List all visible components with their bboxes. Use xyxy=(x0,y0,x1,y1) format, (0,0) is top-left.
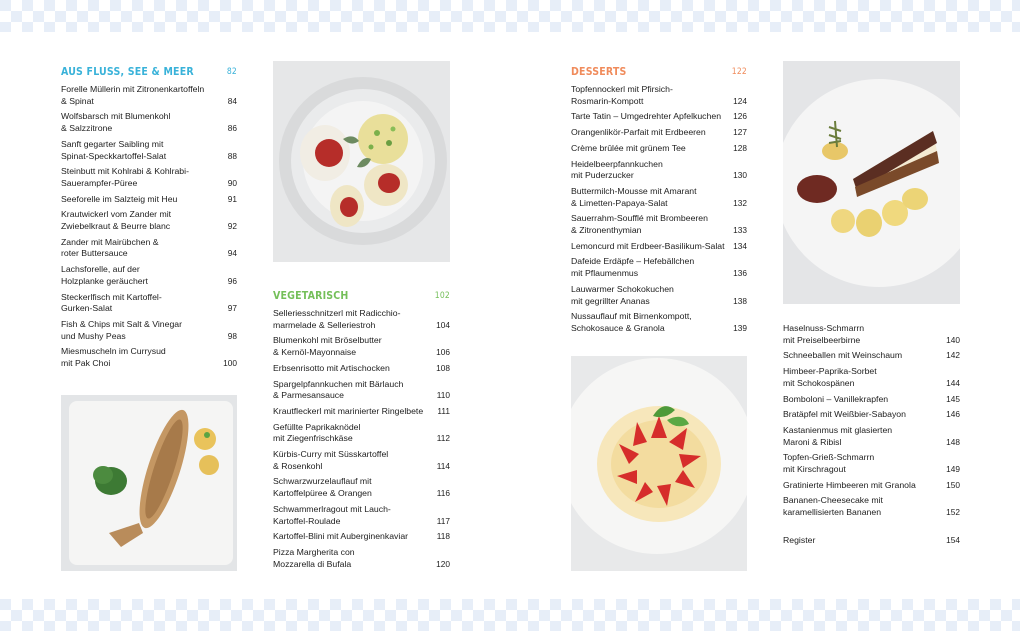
decorative-top-band xyxy=(0,0,1020,32)
toc-entry[interactable] xyxy=(61,264,237,287)
entry-title: Schneeballen mit Weinschaum xyxy=(783,350,903,361)
entry-title: Schwammerlragout mit Lauch- Kartoffel-Roulade xyxy=(273,503,391,526)
entry-title: Forelle Müllerin mit Zitronenkartoffeln & Spinat xyxy=(61,84,205,106)
entry-page-number: 98 xyxy=(227,330,237,341)
entry-page-number: 97 xyxy=(227,303,237,314)
toc-entry[interactable] xyxy=(571,159,747,182)
entry-page-number: 132 xyxy=(733,197,747,208)
toc-entry[interactable] xyxy=(571,127,747,139)
toc-entry[interactable] xyxy=(61,84,237,107)
entry-title: Blumenkohl mit Bröselbutter & Kernöl-Mayonnaise xyxy=(273,335,382,358)
entry-title: Dafeide Erdäpfe – Hefebällchen mit Pflaumenmus xyxy=(571,256,695,279)
entry-page-number: 128 xyxy=(733,142,747,153)
entry-title: Lemoncurd mit Erdbeer-Basilikum-Salat xyxy=(571,240,725,251)
entry-page-number: 120 xyxy=(436,558,450,569)
entry-page-number: 139 xyxy=(733,322,747,333)
entry-page-number: 136 xyxy=(733,268,747,279)
toc-entry[interactable] xyxy=(273,504,450,527)
entry-page-number: 133 xyxy=(733,225,747,236)
decorative-bottom-band xyxy=(0,599,1020,631)
entry-page-number: 152 xyxy=(946,507,960,518)
section-page-number: 122 xyxy=(731,67,747,77)
entry-page-number: 134 xyxy=(733,240,747,251)
section-heading-fluss xyxy=(61,66,237,80)
entry-page-number: 118 xyxy=(436,531,450,542)
entry-title: Haselnuss-Schmarrn mit Preiselbeerbirne xyxy=(783,323,865,345)
dumpling-dish-photo xyxy=(273,61,450,262)
entry-title: Tarte Tatin – Umgedrehter Apfelkuchen xyxy=(571,111,722,122)
entry-page-number: 149 xyxy=(946,464,960,475)
entry-title: Pizza Margherita con Mozzarella di Bufala xyxy=(273,546,355,569)
entry-page-number: 140 xyxy=(946,334,960,345)
entry-page-number: 116 xyxy=(436,488,450,499)
toc-entry[interactable] xyxy=(783,394,960,406)
toc-entry[interactable] xyxy=(783,452,960,475)
entry-title: Wolfsbarsch mit Blumenkohl & Salzzitrone xyxy=(61,111,171,134)
entry-title: Kastanienmus mit glasierten Maroni & Ribisl xyxy=(783,424,893,447)
toc-entry[interactable] xyxy=(61,292,237,315)
entry-page-number: 94 xyxy=(227,248,237,259)
entry-title: Buttermilch-Mousse mit Amarant & Limetten-Papaya-Salat xyxy=(571,185,697,208)
toc-entry[interactable] xyxy=(783,495,960,518)
toc-entry[interactable] xyxy=(61,209,237,232)
entry-title: Miesmuscheln im Currysud mit Pak Choi xyxy=(61,346,166,369)
entry-page-number: 117 xyxy=(436,515,450,526)
toc-entry[interactable] xyxy=(571,311,747,334)
entry-title: Steinbutt mit Kohlrabi & Kohlrabi- Sauerampfer-Püree xyxy=(61,166,189,188)
toc-entry[interactable] xyxy=(273,308,450,331)
toc-entry-register[interactable] xyxy=(783,535,960,547)
entry-title: Schwarzwurzelauflauf mit Kartoffelpüree & Orangen xyxy=(273,476,372,499)
entry-page-number: 86 xyxy=(227,123,237,134)
toc-entry[interactable] xyxy=(571,111,747,123)
toc-entry[interactable] xyxy=(61,237,237,260)
entry-title: Selleriesschnitzerl mit Radicchio- marmelade & Selleriestroh xyxy=(273,308,401,330)
entry-title: Heidelbeerpfannkuchen mit Puderzucker xyxy=(571,158,663,181)
entry-title: Sanft gegarter Saibling mit Spinat-Speckkartoffel-Salat xyxy=(61,138,167,161)
entry-title: Lachsforelle, auf der Holzplanke geräuchert xyxy=(61,264,148,286)
entry-title: Seeforelle im Salzteig mit Heu xyxy=(61,193,178,204)
toc-entry[interactable] xyxy=(783,350,960,362)
toc-entry[interactable] xyxy=(571,213,747,236)
entry-page-number: 146 xyxy=(946,409,960,420)
entry-page-number: 84 xyxy=(227,95,237,106)
entry-title: Bratäpfel mit Weißbier-Sabayon xyxy=(783,409,906,420)
toc-entry[interactable] xyxy=(571,143,747,155)
entry-title: Register xyxy=(783,534,816,545)
entry-page-number: 112 xyxy=(436,433,450,444)
toc-entry[interactable] xyxy=(61,139,237,162)
toc-entry[interactable] xyxy=(783,425,960,448)
entry-title: Bananen-Cheesecake mit karamellisierten Bananen xyxy=(783,495,883,518)
toc-entry[interactable] xyxy=(273,422,450,445)
toc-entry[interactable] xyxy=(273,379,450,402)
entry-title: Kürbis-Curry mit Süsskartoffel & Rosenkohl xyxy=(273,449,389,471)
entry-page-number: 88 xyxy=(227,150,237,161)
entry-title: Kartoffel-Blini mit Auberginenkaviar xyxy=(273,531,409,542)
entry-page-number: 111 xyxy=(437,405,450,416)
toc-entry[interactable] xyxy=(61,319,237,342)
toc-entry[interactable] xyxy=(783,480,960,492)
section-title: AUS FLUSS, SEE & MEER xyxy=(61,66,194,78)
toc-entry[interactable] xyxy=(273,406,450,418)
entry-page-number: 142 xyxy=(946,350,960,361)
toc-entry[interactable] xyxy=(571,241,747,253)
entry-page-number: 104 xyxy=(436,319,450,330)
entry-page-number: 130 xyxy=(733,170,747,181)
entry-page-number: 148 xyxy=(946,436,960,447)
section-desserts xyxy=(571,66,747,339)
entry-title: Erbsenrisotto mit Artischocken xyxy=(273,362,390,373)
entry-title: Topfen-Grieß-Schmarrn mit Kirschragout xyxy=(783,452,875,475)
toc-entry[interactable] xyxy=(273,335,450,358)
entry-page-number: 90 xyxy=(227,177,237,188)
entry-list-desserts-continued xyxy=(783,323,960,519)
entry-list-desserts xyxy=(571,84,747,335)
section-page-number: 102 xyxy=(434,291,450,301)
entry-list-vegetarisch xyxy=(273,308,450,570)
toc-entry[interactable] xyxy=(61,111,237,134)
toc-entry[interactable] xyxy=(273,476,450,499)
toc-entry[interactable] xyxy=(571,284,747,307)
entry-title: Zander mit Mairübchen & roter Buttersauce xyxy=(61,236,159,259)
toc-entry[interactable] xyxy=(571,186,747,209)
entry-page-number: 127 xyxy=(733,127,747,138)
entry-title: Krautfleckerl mit marinierter Ringelbete xyxy=(273,405,424,416)
section-title: VEGETARISCH xyxy=(273,290,349,302)
entry-title: Gratinierte Himbeeren mit Granola xyxy=(783,479,916,490)
entry-title: Spargelpfannkuchen mit Bärlauch & Parmesansauce xyxy=(273,378,404,401)
toc-entry[interactable] xyxy=(571,84,747,107)
toc-entry[interactable] xyxy=(61,166,237,189)
entry-page-number: 91 xyxy=(227,193,237,204)
entry-title: Himbeer-Paprika-Sorbet mit Schokospänen xyxy=(783,366,877,388)
strawberry-dessert-photo xyxy=(571,356,747,571)
entry-title: Krautwickerl vom Zander mit Zwiebelkraut & Beurre blanc xyxy=(61,209,172,232)
section-heading-vegetarisch xyxy=(273,290,450,304)
entry-page-number: 108 xyxy=(436,362,450,373)
section-vegetarisch xyxy=(273,290,450,574)
toc-entry[interactable] xyxy=(273,531,450,543)
entry-title: Steckerlfisch mit Kartoffel- Gurken-Salat xyxy=(61,291,162,314)
entry-page-number: 144 xyxy=(946,377,960,388)
toc-entry[interactable] xyxy=(571,256,747,279)
entry-page-number: 124 xyxy=(733,95,747,106)
toc-entry[interactable] xyxy=(273,363,450,375)
entry-title: Topfennockerl mit Pfirsich- Rosmarin-Kompott xyxy=(571,84,673,106)
entry-title: Fish & Chips mit Salt & Vinegar und Mushy Peas xyxy=(61,318,183,341)
entry-page-number: 138 xyxy=(733,295,747,306)
entry-page-number: 96 xyxy=(227,275,237,286)
entry-title: Bomboloni – Vanillekrapfen xyxy=(783,393,889,404)
section-fluss xyxy=(61,66,237,374)
toc-entry[interactable] xyxy=(783,409,960,421)
entry-title: Sauerrahm-Soufflé mit Brombeeren & Zitronenthymian xyxy=(571,213,708,236)
entry-list-fluss xyxy=(61,84,237,370)
section-title: DESSERTS xyxy=(571,66,627,78)
entry-page-number: 145 xyxy=(946,393,960,404)
toc-entry[interactable] xyxy=(61,194,237,206)
entry-page-number: 110 xyxy=(436,390,450,401)
toc-entry[interactable] xyxy=(273,547,450,570)
entry-page-number: 154 xyxy=(946,534,960,545)
entry-page-number: 126 xyxy=(733,111,747,122)
entry-page-number: 100 xyxy=(223,358,237,369)
toc-entry[interactable] xyxy=(61,346,237,369)
entry-title: Lauwarmer Schokokuchen mit gegrillter Ananas xyxy=(571,283,674,306)
entry-title: Gefüllte Paprikaknödel mit Ziegenfrischkäse xyxy=(273,421,361,444)
section-heading-desserts xyxy=(571,66,747,80)
section-page-number: 82 xyxy=(226,67,237,77)
entry-page-number: 150 xyxy=(946,479,960,490)
toc-entry[interactable] xyxy=(783,323,960,346)
toc-entry[interactable] xyxy=(273,449,450,472)
cheesecake-dessert-photo xyxy=(783,61,960,304)
entry-page-number: 106 xyxy=(436,347,450,358)
fish-dish-photo xyxy=(61,395,237,571)
entry-title: Nussauflauf mit Birnenkompott, Schokosauce & Granola xyxy=(571,311,692,333)
entry-page-number: 92 xyxy=(227,221,237,232)
entry-title: Orangenlikör-Parfait mit Erdbeeren xyxy=(571,127,706,138)
entry-page-number: 114 xyxy=(436,460,450,471)
toc-entry[interactable] xyxy=(783,366,960,389)
entry-title: Crème brûlée mit grünem Tee xyxy=(571,142,686,153)
section-desserts-continued xyxy=(783,323,960,551)
